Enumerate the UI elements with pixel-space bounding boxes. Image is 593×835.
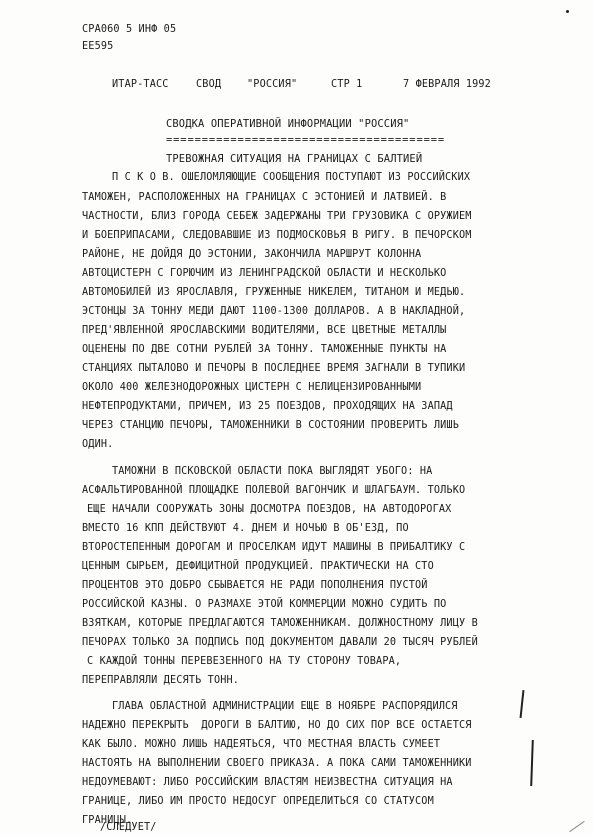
header-date: 7 ФЕВРАЛЯ 1992 — [403, 79, 491, 90]
body-line: ВЗЯТКАМ, КОТОРЫЕ ПРЕДЛАГАЮТСЯ ТАМОЖЕННИКАМ. ДОЛЖНОСТНОМУ ЛИЦУ В — [82, 618, 478, 629]
body-line: НАСТОЯТЬ НА ВЫПОЛНЕНИИ СВОЕГО ПРИКАЗА. А ПОКА САМИ ТАМОЖЕННИКИ — [82, 758, 472, 769]
body-line: РОССИЙСКОЙ КАЗНЫ. О РАЗМАХЕ ЭТОЙ КОММЕРЦИИ МОЖНО СУДИТЬ ПО — [82, 599, 447, 610]
body-line: ЧАСТНОСТИ, БЛИЗ ГОРОДА СЕБЕЖ ЗАДЕРЖАНЫ ТРИ ГРУЗОВИКА С ОРУЖИЕМ — [82, 211, 472, 222]
body-line: ВТОРОСТЕПЕННЫМ ДОРОГАМ И ПРОСЕЛКАМ ИДУТ МАШИНЫ В ПРИБАЛТИКУ С — [82, 542, 466, 553]
header-rossiya: "РОССИЯ" — [247, 79, 298, 90]
body-line: ТАМОЖНИ В ПСКОВСКОЙ ОБЛАСТИ ПОКА ВЫГЛЯДЯТ УБОГО: НА — [112, 466, 433, 477]
body-line: АВТОМОБИЛЕЙ ИЗ ЯРОСЛАВЛЯ, ГРУЖЕННЫЕ НИКЕЛЕМ, ТИТАНОМ И МЕДЬЮ. — [82, 287, 466, 298]
header-page-number: СТР 1 — [331, 79, 363, 90]
body-line: ПЕЧОРАХ ТОЛЬКО ЗА ПОДПИСЬ ПОД ДОКУМЕНТОМ ДАВАЛИ 20 ТЫСЯЧ РУБЛЕЙ — [82, 637, 478, 648]
body-line: ОДИН. — [82, 439, 114, 450]
body-line: НЕФТЕПРОДУКТАМИ, ПРИЧЕМ, ИЗ 25 ПОЕЗДОВ, ПРОХОДЯЩИХ НА ЗАПАД — [82, 401, 453, 412]
document-title: СВОДКА ОПЕРАТИВНОЙ ИНФОРМАЦИИ "РОССИЯ" — [166, 118, 410, 130]
body-line: АСФАЛЬТИРОВАННОЙ ПЛОЩАДКЕ ПОЛЕВОЙ ВАГОНЧИК И ШЛАГБАУМ. ТОЛЬКО — [82, 485, 466, 496]
body-line: ОЦЕНЕНЫ ПО ДВЕ СОТНИ РУБЛЕЙ ЗА ТОННУ. ТАМОЖЕННЫЕ ПУНКТЫ НА — [82, 344, 447, 355]
body-line: ОКОЛО 400 ЖЕЛЕЗНОДОРОЖНЫХ ЦИСТЕРН С НЕЛИЦЕНЗИРОВАННЫМИ — [82, 382, 422, 393]
body-line: ГРАНИЦЫ. — [82, 815, 133, 826]
body-line: РАЙОНЕ, НЕ ДОЙДЯ ДО ЭСТОНИИ, ЗАКОНЧИЛА МАРШРУТ КОЛОННА — [82, 249, 422, 260]
body-line: П С К О В. ОШЕЛОМЛЯЮЩИЕ СООБЩЕНИЯ ПОСТУПАЮТ ИЗ РОССИЙСКИХ — [112, 172, 471, 183]
body-line: АВТОЦИСТЕРН С ГОРЮЧИМ ИЗ ЛЕНИНГРАДСКОЙ ОБЛАСТИ И НЕСКОЛЬКО — [82, 268, 447, 279]
header-code-line: СРА060 5 ИНФ 05 — [82, 24, 177, 35]
pen-mark — [520, 690, 524, 718]
body-line: ПРЕД'ЯВЛЕННОЙ ЯРОСЛАВСКИМИ ВОДИТЕЛЯМИ, ВСЕ ЦВЕТНЫЕ МЕТАЛЛЫ — [82, 325, 447, 336]
scan-edge-mark — [569, 821, 584, 832]
body-line: НЕДОУМЕВАЮТ: ЛИБО РОССИЙСКИМ ВЛАСТЯМ НЕИЗВЕСТНА СИТУАЦИЯ НА — [82, 777, 453, 788]
title-separator: ======================================= — [166, 134, 446, 146]
header-ref-line: ЕЕ595 — [82, 41, 114, 52]
body-line: ВМЕСТО 16 КПП ДЕЙСТВУЮТ 4. ДНЕМ И НОЧЬЮ В ОБ'ЕЗД, ПО — [82, 523, 409, 534]
pen-mark — [530, 740, 533, 786]
body-line: ЭСТОНЦЫ ЗА ТОННУ МЕДИ ДАЮТ 1100-1300 ДОЛЛАРОВ. А В НАКЛАДНОЙ, — [82, 306, 466, 317]
body-line: ЕЩЕ НАЧАЛИ СООРУЖАТЬ ЗОНЫ ДОСМОТРА ПОЕЗДОВ, НА АВТОДОРОГАХ — [87, 504, 452, 515]
body-line: ГЛАВА ОБЛАСТНОЙ АДМИНИСТРАЦИИ ЕЩЕ В НОЯБРЕ РАСПОРЯДИЛСЯ — [112, 701, 458, 712]
body-line: ТАМОЖЕН, РАСПОЛОЖЕННЫХ НА ГРАНИЦАХ С ЭСТОНИЕЙ И ЛАТВИЕЙ. В — [82, 192, 447, 203]
body-line: С КАЖДОЙ ТОННЫ ПЕРЕВЕЗЕННОГО НА ТУ СТОРОНУ ТОВАРА, — [87, 656, 402, 667]
header-svod: СВОД — [196, 79, 222, 90]
body-line: НАДЕЖНО ПЕРЕКРЫТЬ ДОРОГИ В БАЛТИЮ, НО ДО СИХ ПОР ВСЕ ОСТАЕТСЯ — [82, 720, 472, 731]
body-line: КАК БЫЛО. МОЖНО ЛИШЬ НАДЕЯТЬСЯ, ЧТО МЕСТНАЯ ВЛАСТЬ СУМЕЕТ — [82, 739, 441, 750]
body-line: ПРОЦЕНТОВ ЭТО ДОБРО СБЫВАЕТСЯ НЕ РАДИ ПОПОЛНЕНИЯ ПУСТОЙ — [82, 580, 428, 591]
body-line: СТАНЦИЯХ ПЫТАЛОВО И ПЕЧОРЫ В ПОСЛЕДНЕЕ ВРЕМЯ ЗАГНАЛИ В ТУПИКИ — [82, 363, 466, 374]
body-line: ЦЕННЫМ СЫРЬЕМ, ДЕФИЦИТНОЙ ПРОДУКЦИЕЙ. ПРАКТИЧЕСКИ НА СТО — [82, 561, 434, 572]
document-subtitle: ТРЕВОЖНАЯ СИТУАЦИЯ НА ГРАНИЦАХ С БАЛТИЕЙ — [166, 153, 423, 165]
scan-speck — [566, 10, 569, 13]
body-line: ПЕРЕПРАВЛЯЛИ ДЕСЯТЬ ТОНН. — [82, 675, 240, 686]
footer-continued: /СЛЕДУЕТ/ — [100, 822, 157, 833]
header-agency: ИТАР-ТАСС — [112, 79, 169, 90]
body-line: И БОЕПРИПАСАМИ, СЛЕДОВАВШИЕ ИЗ ПОДМОСКОВЬЯ В РИГУ. В ПЕЧОРСКОМ — [82, 230, 472, 241]
body-line: ГРАНИЦЕ, ЛИБО ИМ ПРОСТО НЕДОСУГ ОПРЕДЕЛИТЬСЯ СО СТАТУСОМ — [82, 796, 434, 807]
body-line: ЧЕРЕЗ СТАНЦИЮ ПЕЧОРЫ, ТАМОЖЕННИКИ В СОСТОЯНИИ ПРОВЕРИТЬ ЛИШЬ — [82, 420, 460, 431]
